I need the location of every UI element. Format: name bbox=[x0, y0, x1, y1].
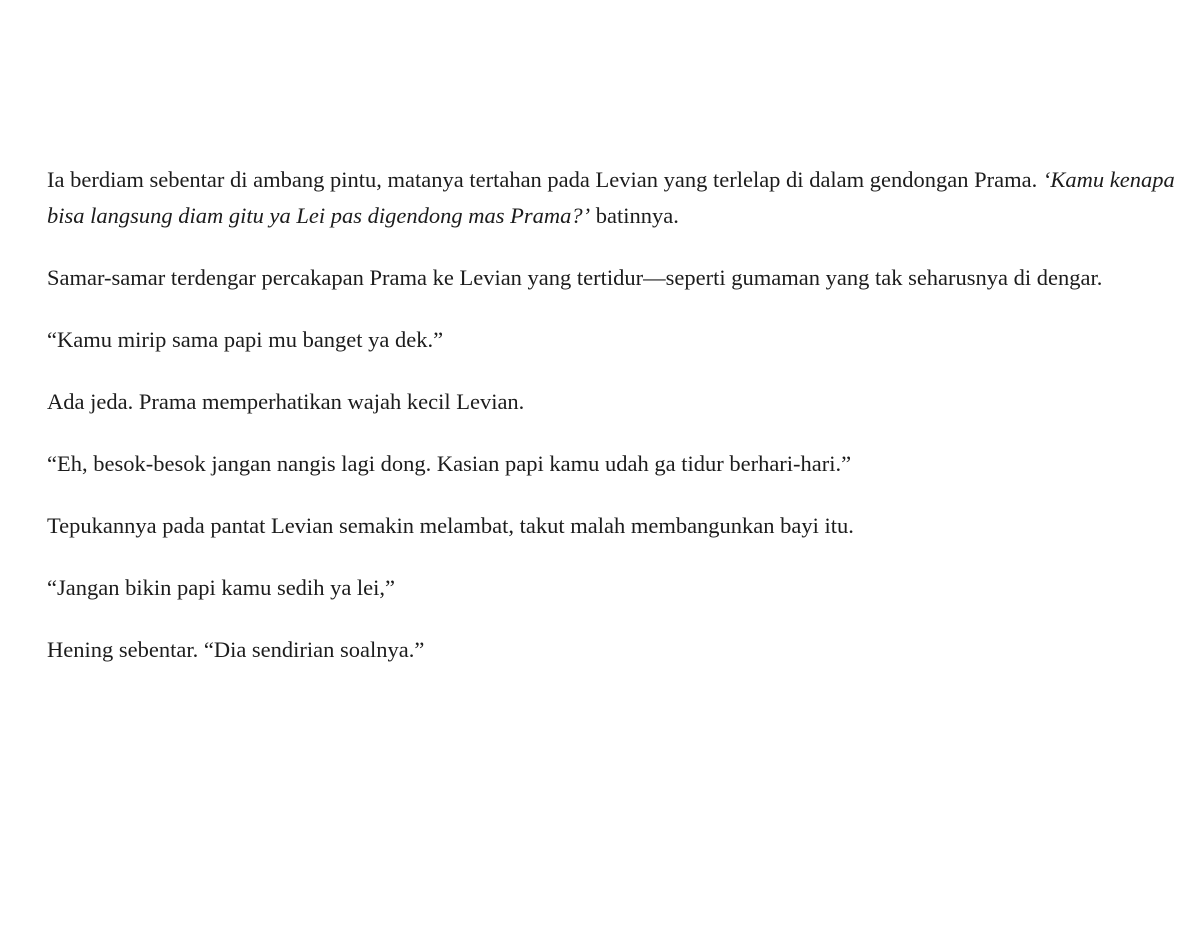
paragraph-6: Tepukannya pada pantat Levian semakin melambat, takut malah membangunkan bayi itu. bbox=[47, 513, 854, 538]
document-body bbox=[47, 162, 1177, 694]
paragraph-2: Samar-samar terdengar percakapan Prama ke Levian yang tertidur—seperti gumaman yang tak seharusnya di dengar. bbox=[47, 265, 1103, 290]
paragraph-7: “Jangan bikin papi kamu sedih ya lei,” bbox=[47, 575, 396, 600]
paragraph-4: Ada jeda. Prama memperhatikan wajah kecil Levian. bbox=[47, 389, 525, 414]
paragraph-5: “Eh, besok-besok jangan nangis lagi dong. Kasian papi kamu udah ga tidur berhari-hari.” bbox=[47, 451, 852, 476]
paragraph-1-text: Ia berdiam sebentar di ambang pintu, matanya tertahan pada Levian yang terlelap di dalam gendongan Prama. bbox=[47, 167, 1043, 192]
paragraph-1 bbox=[47, 162, 1177, 234]
inner-thought-italic: ‘Kamu kenapa bisa langsung diam gitu ya Lei pas digendong mas Prama?’ bbox=[47, 167, 1175, 228]
paragraph-1-tail: batinnya. bbox=[590, 203, 679, 228]
paragraph-3: “Kamu mirip sama papi mu banget ya dek.” bbox=[47, 327, 444, 352]
paragraph-8: Hening sebentar. “Dia sendirian soalnya.” bbox=[47, 637, 425, 662]
